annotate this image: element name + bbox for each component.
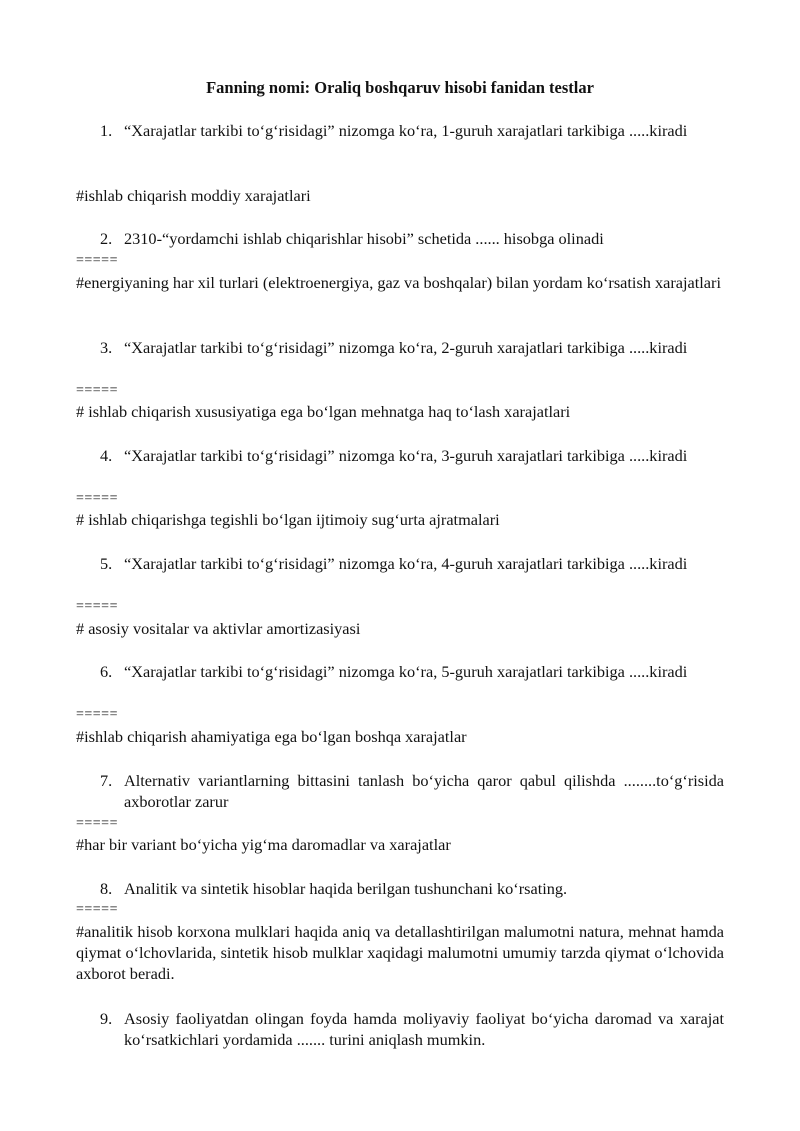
question-text: 2310-“yordamchi ishlab chiqarishlar hisobi” schetida ...... hisobga olinadi [124,229,604,248]
question-number: 6. [100,662,113,681]
question-text: Analitik va sintetik hisoblar haqida berilgan tushunchani ko‘rsating. [124,879,568,898]
question-text: Asosiy faoliyatdan olingan foyda hamda moliyaviy faoliyat bo‘yicha daromad va xarajat ko‘rsatkichlari yordamida ....... turini aniqlash mumkin. [124,1009,724,1049]
question-text: “Xarajatlar tarkibi to‘g‘risidagi” nizomga ko‘ra, 1-guruh xarajatlari tarkibiga .....kiradi [124,121,688,140]
question-text: “Xarajatlar tarkibi to‘g‘risidagi” nizomga ko‘ra, 2-guruh xarajatlari tarkibiga .....kiradi [124,338,688,357]
answer-6: #ishlab chiqarish ahamiyatiga ega bo‘lgan boshqa xarajatlar [76,727,467,746]
question-number: 2. [100,229,113,248]
separator: ===== [76,902,118,917]
separator: ===== [76,707,118,722]
question-text: “Xarajatlar tarkibi to‘g‘risidagi” nizomga ko‘ra, 4-guruh xarajatlari tarkibiga .....kiradi [124,554,688,573]
answer-2: #energiyaning har xil turlari (elektroenergiya, gaz va boshqalar) bilan yordam ko‘rsatish xarajatlari [76,273,721,292]
answer-5: # asosiy vositalar va aktivlar amortizasiyasi [76,619,361,638]
question-number: 5. [100,554,113,573]
separator: ===== [76,599,118,614]
question-4 [100,445,724,466]
answer-8: #analitik hisob korxona mulklari haqida aniq va detallashtirilgan malumotni natura, mehnat hamda qiymat o‘lchovlarida, sintetik hisob mulklar xaqidagi malumotni umumiy tarzda qiymat o‘lchovida axborot beradi. [76,922,724,983]
question-number: 7. [100,771,113,790]
separator: ===== [76,491,118,506]
question-2 [100,228,724,249]
question-8 [100,878,724,899]
separator: ===== [76,383,118,398]
question-text: Alternativ variantlarning bittasini tanlash bo‘yicha qaror qabul qilishda ........to‘g‘risida axborotlar zarur [124,771,724,811]
question-number: 3. [100,338,113,357]
question-6 [100,661,724,682]
answer-4: # ishlab chiqarishga tegishli bo‘lgan ijtimoiy sug‘urta ajratmalari [76,510,500,529]
question-text: “Xarajatlar tarkibi to‘g‘risidagi” nizomga ko‘ra, 5-guruh xarajatlari tarkibiga .....kiradi [124,662,688,681]
question-number: 1. [100,121,113,140]
question-3 [100,337,724,358]
question-number: 4. [100,446,113,465]
question-9 [100,1008,724,1050]
separator: ===== [76,253,118,268]
answer-3: # ishlab chiqarish xususiyatiga ega bo‘lgan mehnatga haq to‘lash xarajatlari [76,402,571,421]
separator: ===== [76,816,118,831]
question-number: 8. [100,879,113,898]
question-5 [100,553,724,574]
question-7 [100,770,724,812]
page-title: Fanning nomi: Oraliq boshqaruv hisobi fanidan testlar [206,78,594,97]
question-number: 9. [100,1009,113,1028]
answer-7: #har bir variant bo‘yicha yig‘ma daromadlar va xarajatlar [76,835,451,854]
answer-1: #ishlab chiqarish moddiy xarajatlari [76,186,311,205]
question-text: “Xarajatlar tarkibi to‘g‘risidagi” nizomga ko‘ra, 3-guruh xarajatlari tarkibiga .....kiradi [124,446,688,465]
question-1 [100,120,724,141]
